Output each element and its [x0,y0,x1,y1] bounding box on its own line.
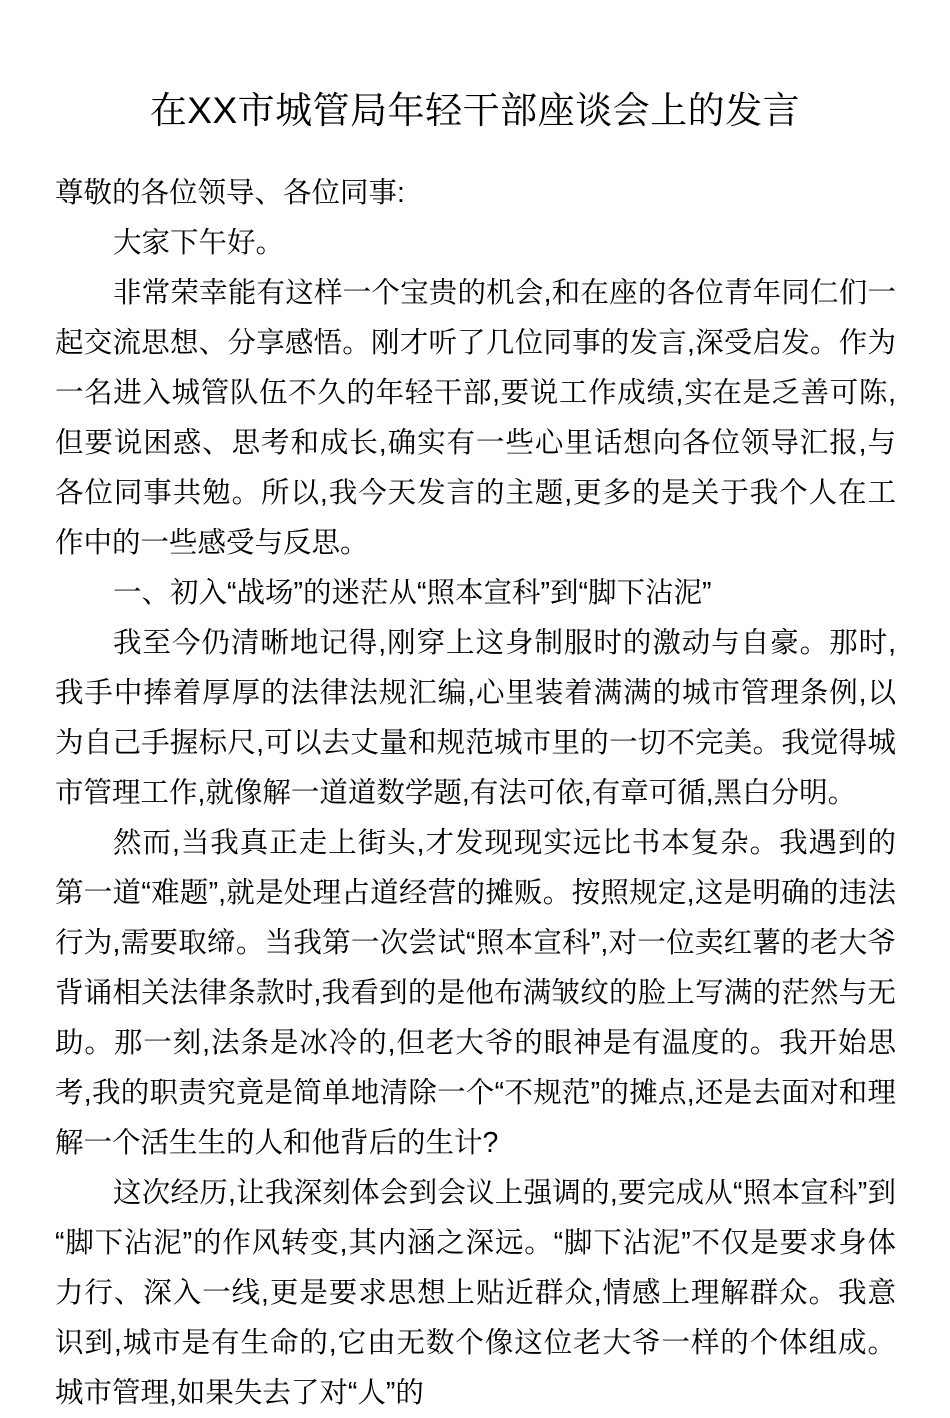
paragraph-salutation: 尊敬的各位领导、各位同事: [55,177,405,209]
section-one-paragraph-1: 我至今仍清晰地记得,刚穿上这身制服时的激动与自豪。那时,我手中捧着厚厚的法律法规汇编,心里装着满满的城市管理条例,以为自己手握标尺,可以去丈量和规范城市里的一切不完美。我觉得城市管理工作,就像解一道道数学题,有法可依,有章可循,黑白分明。 [55,627,896,809]
paragraph-greeting: 大家下午好。 [113,227,285,259]
document-body [55,168,896,1418]
section-one-paragraph-2: 然而,当我真正走上街头,才发现现实远比书本复杂。我遇到的第一道“难题”,就是处理占道经营的摊贩。按照规定,这是明确的违法行为,需要取缔。当我第一次尝试“照本宣科”,对一位卖红薯的老大爷背诵相关法律条款时,我看到的是他布满皱纹的脸上写满的茫然与无助。那一刻,法条是冰冷的,但老大爷的眼神是有温度的。我开始思考,我的职责究竟是简单地清除一个“不规范”的摊点,还是去面对和理解一个活生生的人和他背后的生计? [55,827,896,1159]
paragraph-opening-remarks: 非常荣幸能有这样一个宝贵的机会,和在座的各位青年同仁们一起交流思想、分享感悟。刚才听了几位同事的发言,深受启发。作为一名进入城管队伍不久的年轻干部,要说工作成绩,实在是乏善可陈,但要说困惑、思考和成长,确实有一些心里话想向各位领导汇报,与各位同事共勉。所以,我今天发言的主题,更多的是关于我个人在工作中的一些感受与反思。 [55,277,896,559]
section-one-heading: 一、初入“战场”的迷茫从“照本宣科”到“脚下沾泥” [113,577,712,609]
section-one-paragraph-3: 这次经历,让我深刻体会到会议上强调的,要完成从“照本宣科”到“脚下沾泥”的作风转变,其内涵之深远。“脚下沾泥”不仅是要求身体力行、深入一线,更是要求思想上贴近群众,情感上理解群众。我意识到,城市是有生命的,它由无数个像这位老大爷一样的个体组成。城市管理,如果失去了对“人”的 [55,1177,896,1409]
page-title: 在XX市城管局年轻干部座谈会上的发言 [149,89,801,131]
